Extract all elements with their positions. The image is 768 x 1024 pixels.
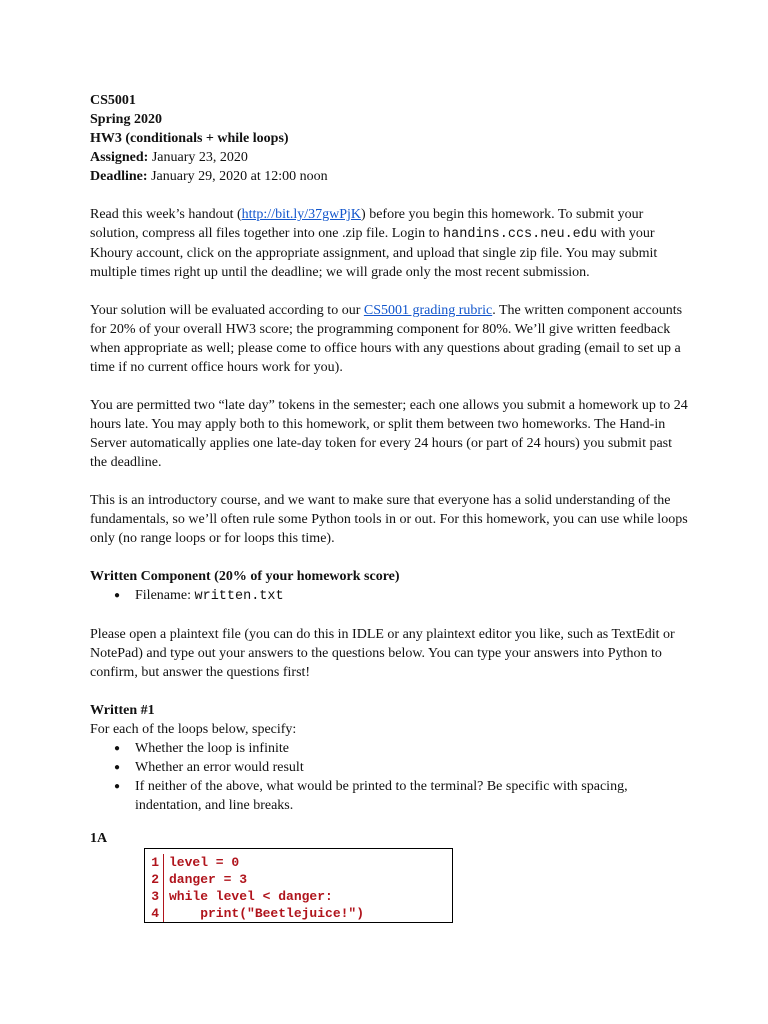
handout-link[interactable]: http://bit.ly/37gwPjK bbox=[241, 207, 362, 222]
written-component-heading: Written Component (20% of your homework score) bbox=[90, 569, 400, 584]
list-item bbox=[90, 777, 690, 815]
hw-title: HW3 (conditionals + while loops) bbox=[90, 131, 289, 146]
assigned-line bbox=[90, 148, 690, 167]
term: Spring 2020 bbox=[90, 112, 162, 127]
line-number: 4 bbox=[145, 905, 164, 922]
para1-text-2: ) before you begin this homework. To submit your solution, compress all files together into one .zip file. Login to bbox=[90, 207, 644, 241]
para2-text-2: . The written component accounts for 20% of your overall HW3 score; the programming component for 80%. We’ll give written feedback when appropriate as well; please come to office hours with any questions about grading (email to set up a time if no current office hours work for you). bbox=[90, 303, 683, 375]
code-block bbox=[144, 848, 453, 923]
question-1a-label: 1A bbox=[90, 831, 108, 846]
header-block bbox=[90, 91, 690, 186]
handins-url: handins.ccs.neu.edu bbox=[443, 227, 597, 242]
assigned-date: January 23, 2020 bbox=[148, 150, 248, 165]
assigned-label: Assigned: bbox=[90, 150, 149, 165]
filename-value: written.txt bbox=[194, 589, 284, 604]
submission-paragraph bbox=[90, 205, 690, 282]
grading-rubric-link[interactable]: CS5001 grading rubric bbox=[363, 303, 493, 318]
list-item bbox=[90, 758, 690, 777]
bullet-icon: ● bbox=[114, 743, 121, 754]
filename-list bbox=[90, 586, 690, 606]
line-number: 3 bbox=[145, 888, 164, 905]
written-1-intro: For each of the loops below, specify: bbox=[90, 722, 297, 737]
deadline-date: January 29, 2020 at 12:00 noon bbox=[147, 169, 328, 184]
filename-label: Filename: bbox=[135, 588, 195, 603]
line-number: 2 bbox=[145, 871, 164, 888]
line-number: 1 bbox=[145, 854, 164, 871]
list-item bbox=[90, 739, 690, 758]
bullet-icon: ● bbox=[114, 762, 121, 773]
code-text: level = 0 bbox=[169, 855, 240, 870]
bullet-text: Whether an error would result bbox=[135, 760, 304, 775]
bullet-icon: ● bbox=[114, 590, 121, 601]
list-item bbox=[90, 586, 690, 606]
deadline-label: Deadline: bbox=[90, 169, 148, 184]
code-line bbox=[145, 905, 452, 922]
written-1-heading: Written #1 bbox=[90, 703, 155, 718]
late-day-paragraph: You are permitted two “late day” tokens in the semester; each one allows you submit a homework up to 24 hours late. You may apply both to this homework, or split them between two homeworks. The Hand-in Server automatically applies one late-day token for every 24 hours (or part of 24 hours) you submit past the deadline. bbox=[90, 398, 688, 470]
bullet-icon: ● bbox=[114, 781, 121, 792]
tools-paragraph: This is an introductory course, and we want to make sure that everyone has a solid understanding of the fundamentals, so we’ll often rule some Python tools in or out. For this homework, you can use while loops only (no range loops or for loops this time). bbox=[90, 493, 688, 546]
grading-paragraph bbox=[90, 301, 690, 377]
code-line bbox=[145, 854, 452, 871]
code-line bbox=[145, 888, 452, 905]
code-text: danger = 3 bbox=[169, 872, 248, 887]
course-code: CS5001 bbox=[90, 93, 136, 108]
bullet-text: If neither of the above, what would be printed to the terminal? Be specific with spacing, indentation, and line breaks. bbox=[135, 779, 628, 813]
para1-text-1: Read this week’s handout ( bbox=[90, 207, 242, 222]
document-body bbox=[90, 91, 690, 815]
code-line bbox=[145, 871, 452, 888]
written-1-bullets bbox=[90, 739, 690, 815]
bullet-text: Whether the loop is infinite bbox=[135, 741, 289, 756]
instructions-paragraph: Please open a plaintext file (you can do this in IDLE or any plaintext editor you like, such as TextEdit or NotePad) and type out your answers to the questions below. You can type your answers into Python to confirm, but answer the questions first! bbox=[90, 627, 675, 680]
para1-text-3: with your Khoury account, click on the appropriate assignment, and upload that single zip file. You may submit multiple times right up until the deadline; we will grade only the most recent submission. bbox=[90, 226, 658, 280]
code-text: while level < danger: bbox=[169, 889, 333, 904]
code-text: print("Beetlejuice!") bbox=[169, 906, 365, 921]
para2-text-1: Your solution will be evaluated according to our bbox=[90, 303, 364, 318]
deadline-line bbox=[90, 167, 690, 186]
